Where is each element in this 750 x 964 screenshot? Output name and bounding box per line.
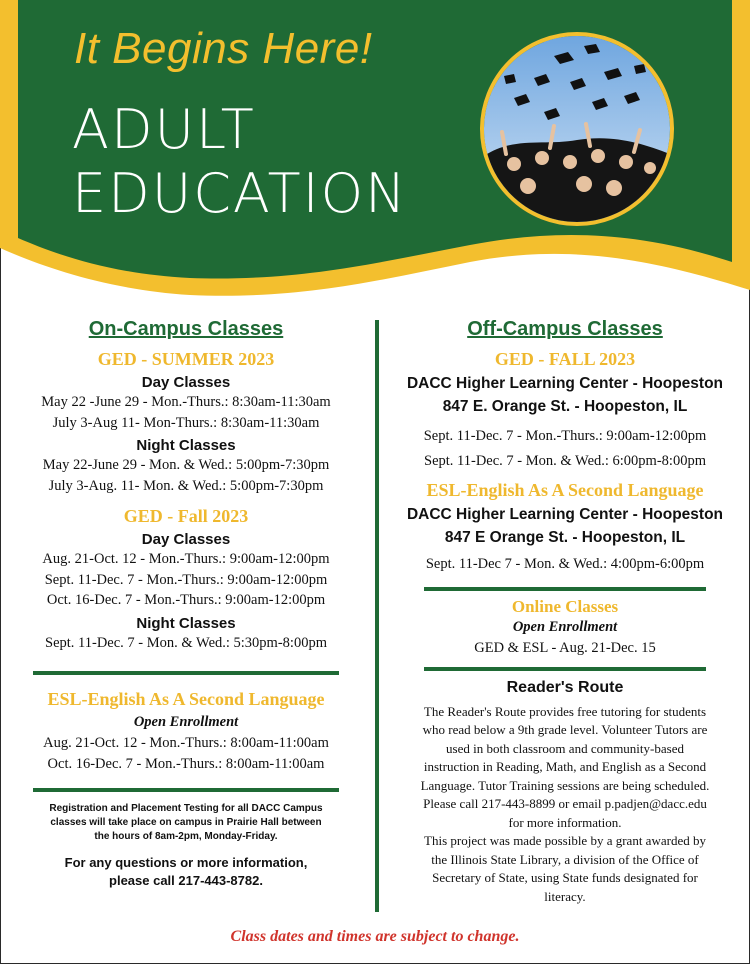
ged-fall-heading: GED - Fall 2023 bbox=[123, 506, 249, 526]
open-enrollment-label: Open Enrollment bbox=[133, 714, 239, 730]
registration-note: Registration and Placement Testing for all DACC Campus bbox=[49, 803, 323, 814]
esl-heading: ESL-English As A Second Language bbox=[47, 689, 325, 709]
readers-route-text: Language. Tutor Training sessions are being scheduled. bbox=[420, 777, 710, 793]
section-divider bbox=[33, 671, 339, 675]
online-dates: GED & ESL - Aug. 21-Dec. 15 bbox=[474, 640, 656, 656]
summer-night-label: Night Classes bbox=[136, 437, 236, 454]
title-line-1: ADULT bbox=[72, 98, 256, 161]
readers-route-text: The Reader's Route provides free tutoring for students bbox=[423, 703, 707, 719]
off-campus-column bbox=[385, 312, 745, 906]
schedule-line: Sept. 11-Dec. 7 - Mon. & Wed.: 6:00pm-8:00pm bbox=[424, 453, 706, 469]
readers-route-text: Secretary of State, using State funds designated for bbox=[432, 870, 698, 885]
venue-name: DACC Higher Learning Center - Hoopeston bbox=[406, 506, 724, 523]
off-campus-heading: Off-Campus Classes bbox=[467, 318, 663, 340]
off-ged-fall-heading: GED - FALL 2023 bbox=[494, 349, 636, 369]
contact-line: For any questions or more information, bbox=[64, 855, 308, 870]
schedule-line: Sept. 11-Dec. 7 - Mon. & Wed.: 5:30pm-8:00pm bbox=[45, 634, 327, 651]
graduation-caps-icon bbox=[484, 36, 670, 222]
schedule-line: July 3-Aug 11- Mon-Thurs.: 8:30am-11:30am bbox=[52, 414, 320, 431]
readers-route-text: for more information. bbox=[508, 814, 622, 830]
schedule-line: July 3-Aug. 11- Mon. & Wed.: 5:00pm-7:30pm bbox=[48, 477, 324, 494]
registration-note: classes will take place on campus in Prairie Hall between bbox=[50, 817, 322, 828]
schedule-line: Sept. 11-Dec. 7 - Mon.-Thurs.: 9:00am-12:00pm bbox=[423, 428, 707, 444]
readers-route-text: used in both classroom and community-based bbox=[446, 740, 684, 756]
schedule-line: May 22 -June 29 - Mon.-Thurs.: 8:30am-11:30am bbox=[41, 394, 331, 410]
readers-route-text: This project was made possible by a grant awarded by bbox=[424, 833, 706, 848]
venue-address: 847 E. Orange St. - Hoopeston, IL bbox=[442, 398, 688, 415]
section-divider bbox=[33, 788, 339, 792]
summer-day-label: Day Classes bbox=[141, 374, 231, 391]
tagline: It Begins Here! bbox=[74, 24, 373, 73]
schedule-line: May 22-June 29 - Mon. & Wed.: 5:00pm-7:30pm bbox=[42, 457, 330, 473]
schedule-disclaimer: Class dates and times are subject to change. bbox=[230, 928, 520, 945]
fall-night-label: Night Classes bbox=[136, 614, 236, 632]
schedule-line: Aug. 21-Oct. 12 - Mon.-Thurs.: 8:00am-11:00am bbox=[43, 735, 329, 751]
ged-summer-heading: GED - SUMMER 2023 bbox=[97, 349, 275, 369]
readers-route-text: who read below a 9th grade level. Volunteer Tutors are bbox=[422, 722, 708, 737]
readers-route-heading: Reader's Route bbox=[506, 678, 624, 696]
page-title bbox=[72, 98, 408, 226]
fall-day-label: Day Classes bbox=[141, 531, 231, 548]
section-divider bbox=[424, 667, 706, 671]
readers-route-text: the Illinois State Library, a division of the Office of bbox=[431, 851, 699, 867]
on-campus-column bbox=[10, 312, 362, 890]
schedule-line: Oct. 16-Dec. 7 - Mon.-Thurs.: 8:00am-11:00am bbox=[47, 755, 325, 772]
title-line-2: EDUCATION bbox=[72, 162, 408, 225]
readers-route-text: instruction in Reading, Math, and English as a Second bbox=[423, 759, 707, 774]
graduation-photo bbox=[480, 32, 674, 226]
on-campus-heading: On-Campus Classes bbox=[88, 318, 284, 340]
online-enrollment-label: Open Enrollment bbox=[512, 619, 618, 635]
column-divider bbox=[375, 320, 379, 912]
schedule-line: Oct. 16-Dec. 7 - Mon.-Thurs.: 9:00am-12:00pm bbox=[46, 592, 326, 608]
readers-route-text: Please call 217-443-8899 or email p.padjen@dacc.edu bbox=[423, 796, 707, 811]
off-esl-heading: ESL-English As A Second Language bbox=[426, 480, 704, 500]
venue-name: DACC Higher Learning Center - Hoopeston bbox=[406, 375, 724, 392]
schedule-line: Sept. 11-Dec. 7 - Mon.-Thurs.: 9:00am-12:00pm bbox=[44, 571, 328, 588]
schedule-line: Aug. 21-Oct. 12 - Mon.-Thurs.: 9:00am-12:00pm bbox=[42, 551, 330, 567]
venue-address: 847 E Orange St. - Hoopeston, IL bbox=[444, 529, 686, 546]
section-divider bbox=[424, 587, 706, 591]
readers-route-text: literacy. bbox=[544, 888, 586, 904]
online-heading: Online Classes bbox=[511, 597, 619, 616]
schedule-line: Sept. 11-Dec 7 - Mon. & Wed.: 4:00pm-6:00pm bbox=[425, 556, 705, 572]
contact-line: please call 217-443-8782. bbox=[109, 873, 263, 888]
registration-note: the hours of 8am-2pm, Monday-Friday. bbox=[94, 831, 278, 842]
